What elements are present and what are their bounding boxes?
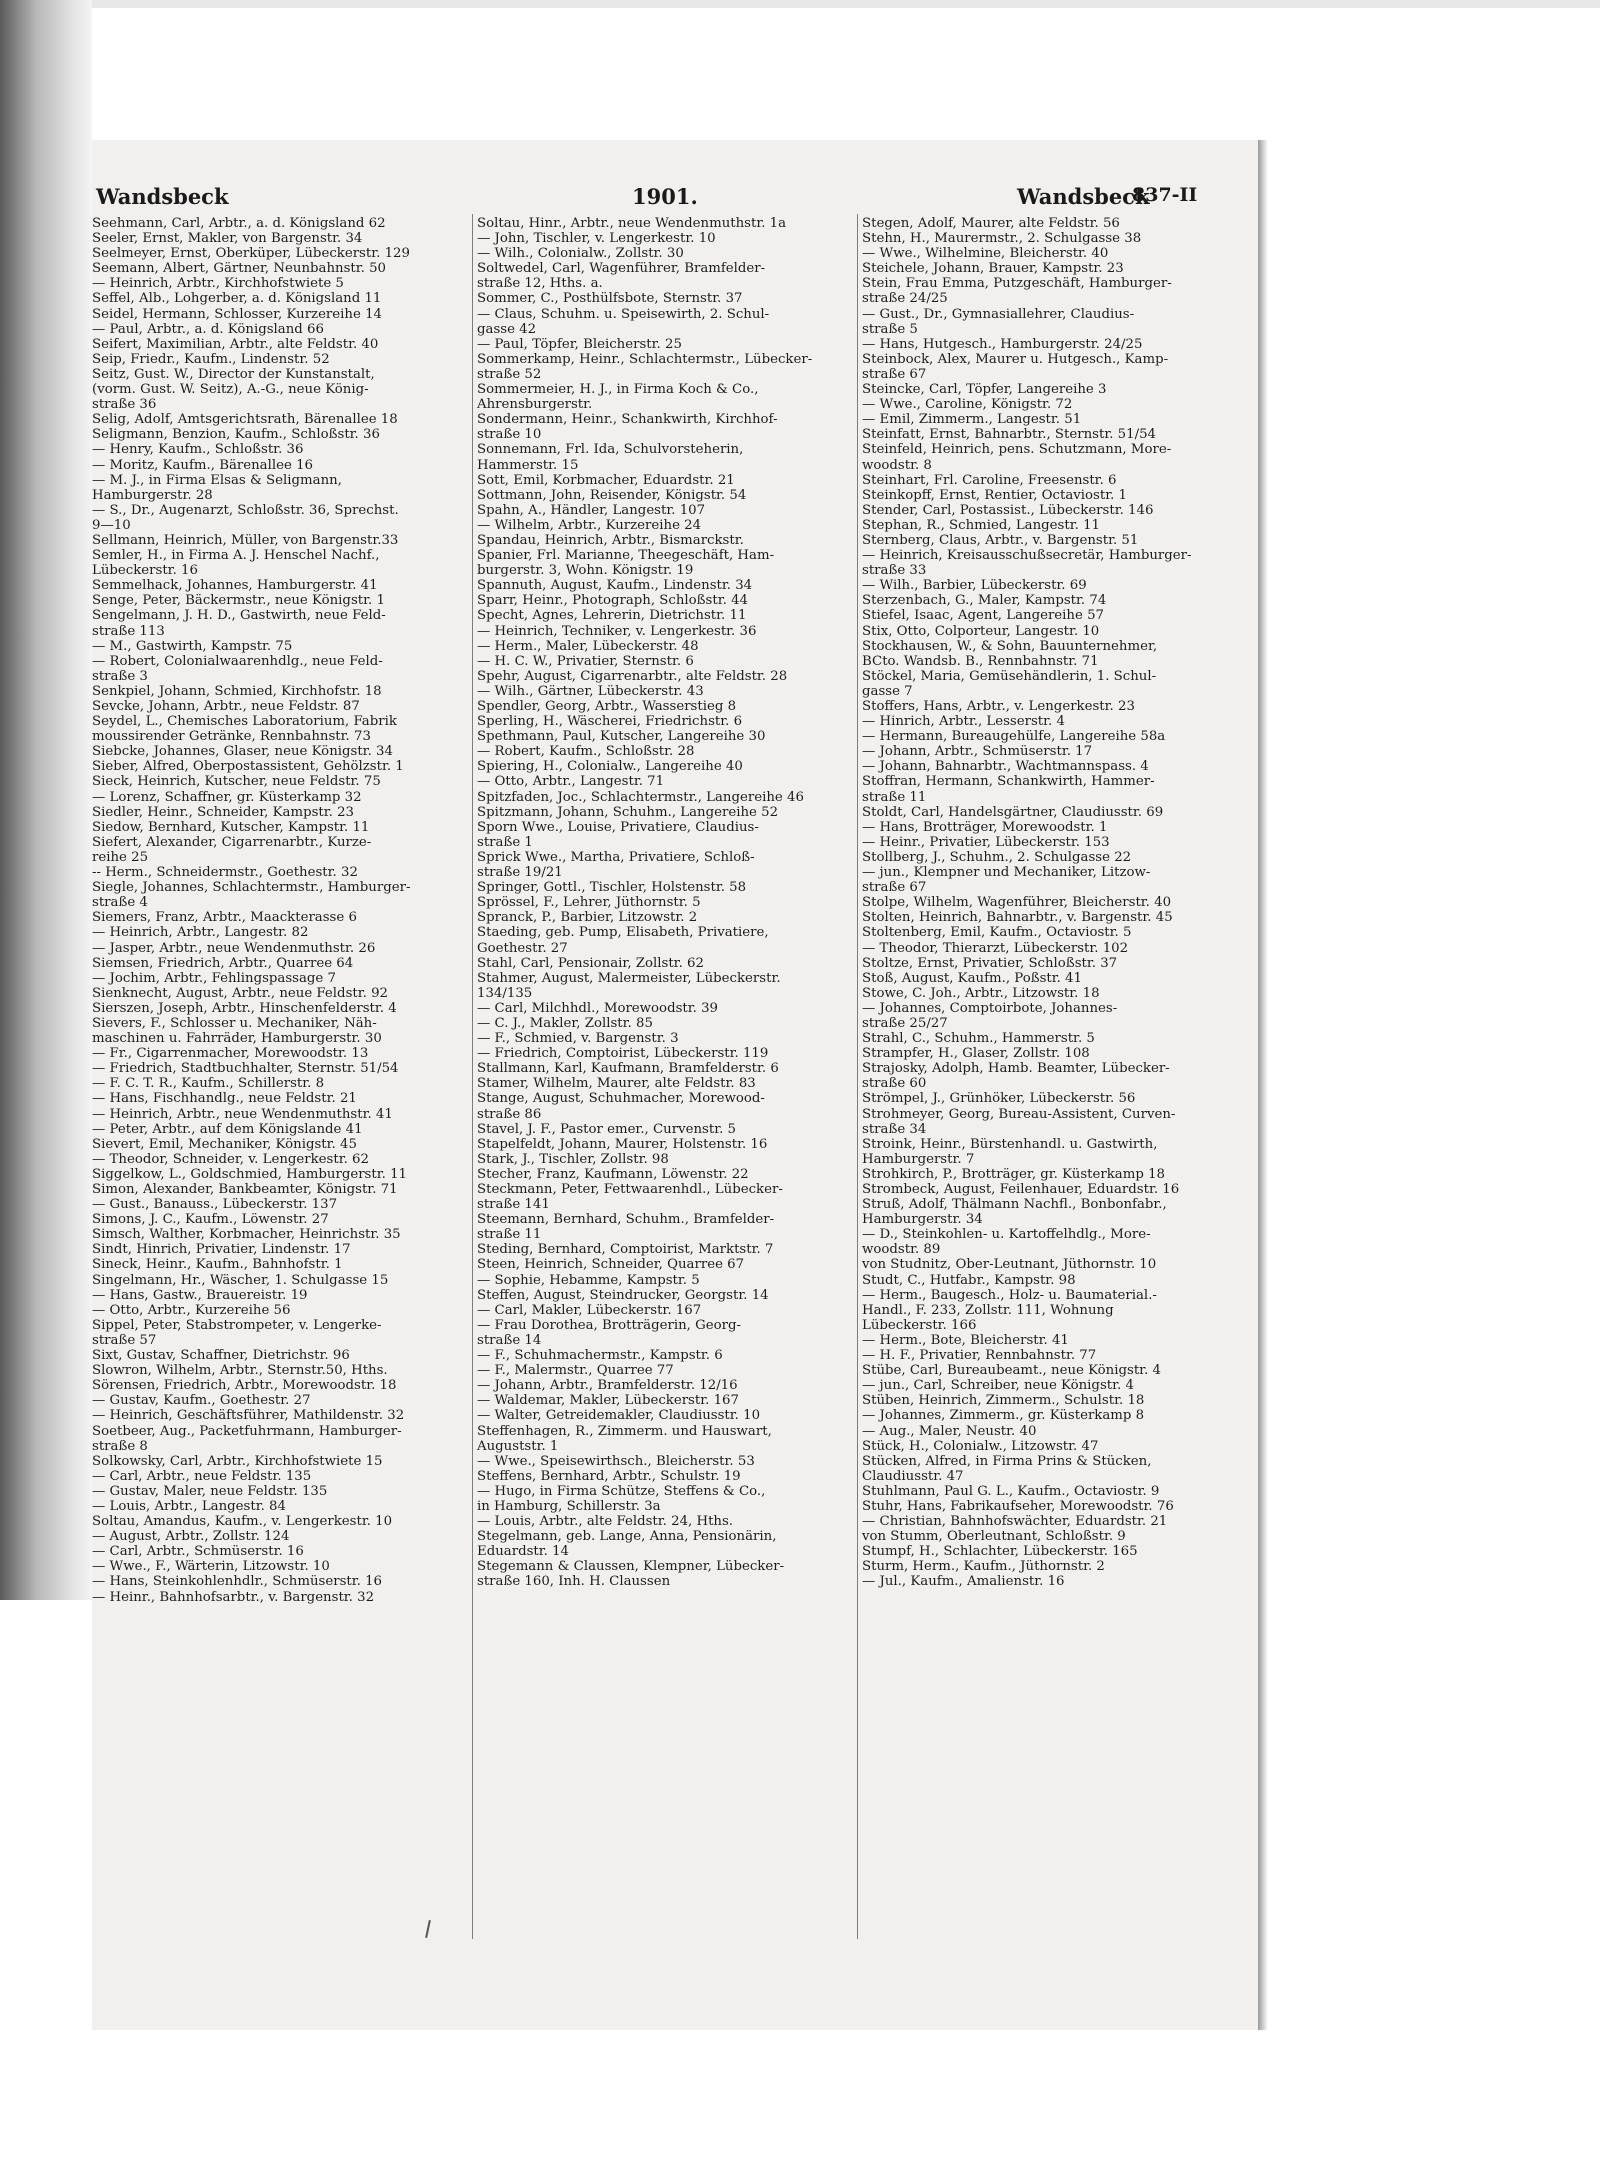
- directory-entry: Seifert, Maximilian, Arbtr., alte Feldstr. 40: [92, 336, 379, 352]
- directory-entry: Siebcke, Johannes, Glaser, neue Königstr. 34: [92, 744, 393, 760]
- directory-entry: Sippel, Peter, Stabstrompeter, v. Lengerke-: [92, 1317, 382, 1333]
- directory-entry: Stowe, C. Joh., Arbtr., Litzowstr. 18: [862, 985, 1100, 1001]
- directory-entry: Sieber, Alfred, Oberpostassistent, Gehölzstr. 1: [92, 759, 404, 775]
- directory-entry: — Wwe., F., Wärterin, Litzowstr. 10: [92, 1559, 330, 1575]
- directory-entry: Lübeckerstr. 166: [862, 1317, 977, 1333]
- directory-entry: moussirender Getränke, Rennbahnstr. 73: [92, 729, 371, 745]
- directory-entry: Strohkirch, P., Brotträger, gr. Küsterkamp 18: [862, 1166, 1165, 1182]
- directory-entry: — Moritz, Kaufm., Bärenallee 16: [92, 457, 313, 473]
- directory-entry: Sonnemann, Frl. Ida, Schulvorsteherin,: [477, 442, 744, 458]
- directory-entry: straße 113: [92, 623, 165, 639]
- directory-entry: — Theodor, Schneider, v. Lengerkestr. 62: [92, 1151, 369, 1167]
- directory-entry: straße 5: [862, 321, 918, 337]
- directory-entry: Siefert, Alexander, Cigarrenarbtr., Kurze-: [92, 834, 372, 850]
- directory-entry: — Claus, Schuhm. u. Speisewirth, 2. Schul-: [477, 306, 770, 322]
- directory-entry: Steincke, Carl, Töpfer, Langereihe 3: [862, 382, 1107, 398]
- directory-entry: Seffel, Alb., Lohgerber, a. d. Königsland 11: [92, 291, 382, 307]
- directory-entry: Seelmeyer, Ernst, Oberküper, Lübeckerstr. 129: [92, 246, 410, 262]
- directory-entry: Staeding, geb. Pump, Elisabeth, Privatiere,: [477, 925, 769, 941]
- directory-entry: Steinfeld, Heinrich, pens. Schutzmann, More-: [862, 442, 1172, 458]
- directory-entry: — Wwe., Wilhelmine, Bleicherstr. 40: [862, 246, 1109, 262]
- directory-entry: Hamburgerstr. 7: [862, 1151, 975, 1167]
- directory-entry: Sineck, Heinr., Kaufm., Bahnhofstr. 1: [92, 1257, 343, 1273]
- directory-entry: Auguststr. 1: [477, 1438, 559, 1454]
- directory-entry: Sierszen, Joseph, Arbtr., Hinschenfelderstr. 4: [92, 1000, 397, 1016]
- directory-entry: straße 14: [477, 1332, 542, 1348]
- directory-entry: von Studnitz, Ober-Leutnant, Jüthornstr. 10: [862, 1257, 1157, 1273]
- directory-entry: Sienknecht, August, Arbtr., neue Feldstr. 92: [92, 985, 389, 1001]
- directory-entry: straße 25/27: [862, 1015, 948, 1031]
- directory-entry: Stoldt, Carl, Handelsgärtner, Claudiusstr. 69: [862, 804, 1164, 820]
- directory-entry: — Herm., Maler, Lübeckerstr. 48: [477, 638, 699, 654]
- directory-entry: Sörensen, Friedrich, Arbtr., Morewoodstr. 18: [92, 1378, 397, 1394]
- directory-entry: Steen, Heinrich, Schneider, Quarree 67: [477, 1257, 745, 1273]
- directory-entry: Stix, Otto, Colporteur, Langestr. 10: [862, 623, 1100, 639]
- directory-entry: Siedow, Bernhard, Kutscher, Kampstr. 11: [92, 819, 370, 835]
- directory-entry: — Robert, Kaufm., Schloßstr. 28: [477, 744, 695, 760]
- directory-entry: Siegle, Johannes, Schlachtermstr., Hamburger-: [92, 880, 411, 896]
- directory-entry: — S., Dr., Augenarzt, Schloßstr. 36, Sprechst.: [92, 502, 399, 518]
- directory-entry: — Herm., Bote, Bleicherstr. 41: [862, 1332, 1069, 1348]
- directory-entry: — Hans, Brotträger, Morewoodstr. 1: [862, 819, 1108, 835]
- directory-entry: Stübe, Carl, Bureaubeamt., neue Königstr. 4: [862, 1363, 1161, 1379]
- directory-entry: Studt, C., Hutfabr., Kampstr. 98: [862, 1272, 1076, 1288]
- directory-entry: Sieck, Heinrich, Kutscher, neue Feldstr. 75: [92, 774, 381, 790]
- directory-entry: reihe 25: [92, 849, 149, 865]
- directory-entry: straße 10: [477, 427, 542, 443]
- directory-entry: Strömpel, J., Grünhöker, Lübeckerstr. 56: [862, 1091, 1136, 1107]
- directory-entry: — Paul, Töpfer, Bleicherstr. 25: [477, 336, 682, 352]
- directory-entry: Springer, Gottl., Tischler, Holstenstr. 58: [477, 880, 747, 896]
- directory-entry: gasse 42: [477, 321, 537, 337]
- directory-entry: straße 11: [862, 789, 927, 805]
- directory-column-2: [477, 216, 855, 1590]
- directory-entry: straße 12, Hths. a.: [477, 276, 603, 292]
- directory-entry: Simons, J. C., Kaufm., Löwenstr. 27: [92, 1212, 329, 1228]
- directory-entry: Selig, Adolf, Amtsgerichtsrath, Bärenallee 18: [92, 412, 398, 428]
- directory-entry: — Gust., Dr., Gymnasiallehrer, Claudius-: [862, 306, 1135, 322]
- directory-entry: Sparr, Heinr., Photograph, Schloßstr. 44: [477, 593, 748, 609]
- directory-entry: Simsch, Walther, Korbmacher, Heinrichstr. 35: [92, 1227, 401, 1243]
- directory-entry: Senge, Peter, Bäckermstr., neue Königstr. 1: [92, 593, 385, 609]
- directory-entry: — Heinrich, Kreisausschußsecretär, Hamburger-: [862, 548, 1192, 564]
- directory-entry: — Hans, Fischhandlg., neue Feldstr. 21: [92, 1091, 357, 1107]
- directory-column-1: [92, 216, 470, 1605]
- directory-entry: burgerstr. 3, Wohn. Königstr. 19: [477, 563, 694, 579]
- directory-entry: Senkpiel, Johann, Schmied, Kirchhofstr. 18: [92, 683, 382, 699]
- directory-entry: Semler, H., in Firma A. J. Henschel Nachf.,: [92, 548, 380, 564]
- directory-entry: (vorm. Gust. W. Seitz), A.-G., neue König-: [92, 382, 369, 398]
- directory-entry: — Hugo, in Firma Schütze, Steffens & Co.,: [477, 1483, 766, 1499]
- directory-entry: — Hinrich, Arbtr., Lesserstr. 4: [862, 714, 1065, 730]
- directory-entry: Seligmann, Benzion, Kaufm., Schloßstr. 36: [92, 427, 380, 443]
- directory-entry: Siemsen, Friedrich, Arbtr., Quarree 64: [92, 955, 354, 971]
- directory-entry: — Hermann, Bureaugehülfe, Langereihe 58a: [862, 729, 1166, 745]
- directory-entry: Siggelkow, L., Goldschmied, Hamburgerstr. 11: [92, 1166, 407, 1182]
- directory-entry: straße 67: [862, 366, 927, 382]
- directory-entry: Steemann, Bernhard, Schuhm., Bramfelder-: [477, 1212, 775, 1228]
- directory-entry: — Carl, Makler, Lübeckerstr. 167: [477, 1302, 702, 1318]
- stray-pen-mark: [425, 1920, 431, 1938]
- directory-entry: Stender, Carl, Postassist., Lübeckerstr. 146: [862, 502, 1154, 518]
- directory-entry: Sellmann, Heinrich, Müller, von Bargenstr.33: [92, 532, 399, 548]
- directory-entry: Spiering, H., Colonialw., Langereihe 40: [477, 759, 743, 775]
- directory-entry: Stück, H., Colonialw., Litzowstr. 47: [862, 1438, 1099, 1454]
- directory-entry: straße 57: [92, 1332, 157, 1348]
- directory-entry: — jun., Carl, Schreiber, neue Königstr. 4: [862, 1378, 1134, 1394]
- directory-entry: Sievers, F., Schlosser u. Mechaniker, Näh-: [92, 1015, 377, 1031]
- directory-entry: Eduardstr. 14: [477, 1544, 570, 1560]
- directory-entry: Seeler, Ernst, Makler, von Bargenstr. 34: [92, 231, 363, 247]
- directory-entry: Spendler, Georg, Arbtr., Wasserstieg 8: [477, 699, 737, 714]
- directory-entry: Steffens, Bernhard, Arbtr., Schulstr. 19: [477, 1468, 741, 1484]
- directory-entry: in Hamburg, Schillerstr. 3a: [477, 1498, 661, 1514]
- directory-entry: — John, Tischler, v. Lengerkestr. 10: [477, 231, 716, 247]
- directory-entry: — Johannes, Zimmerm., gr. Küsterkamp 8: [862, 1408, 1145, 1424]
- directory-entry: — Wilh., Barbier, Lübeckerstr. 69: [862, 578, 1087, 594]
- directory-column-3: [862, 216, 1240, 1590]
- directory-entry: straße 19/21: [477, 865, 563, 881]
- directory-entry: Sommer, C., Posthülfsbote, Sternstr. 37: [477, 291, 743, 307]
- directory-entry: Soetbeer, Aug., Packetfuhrmann, Hamburger-: [92, 1423, 402, 1439]
- header-left-title: Wandsbeck: [96, 184, 229, 209]
- directory-entry: Sprössel, F., Lehrer, Jüthornstr. 5: [477, 895, 701, 911]
- directory-entry: — Sophie, Hebamme, Kampstr. 5: [477, 1272, 700, 1288]
- directory-entry: Stamer, Wilhelm, Maurer, alte Feldstr. 83: [477, 1076, 756, 1092]
- directory-entry: Siemers, Franz, Arbtr., Maackterasse 6: [92, 910, 357, 926]
- directory-entry: — Heinrich, Geschäftsführer, Mathildenstr. 32: [92, 1408, 405, 1424]
- directory-entry: gasse 7: [862, 683, 913, 699]
- directory-entry: Stiefel, Isaac, Agent, Langereihe 57: [862, 608, 1105, 624]
- directory-entry: Spehr, August, Cigarrenarbtr., alte Feldstr. 28: [477, 668, 788, 684]
- directory-entry: Specht, Agnes, Lehrerin, Dietrichstr. 11: [477, 608, 747, 624]
- directory-entry: Stroink, Heinr., Bürstenhandl. u. Gastwirth,: [862, 1136, 1158, 1152]
- directory-entry: — Johann, Bahnarbtr., Wachtmannspass. 4: [862, 759, 1149, 775]
- directory-entry: — Jul., Kaufm., Amalienstr. 16: [862, 1574, 1065, 1590]
- directory-entry: Solkowsky, Carl, Arbtr., Kirchhofstwiete 15: [92, 1453, 383, 1469]
- directory-entry: — Heinr., Privatier, Lübeckerstr. 153: [862, 834, 1110, 850]
- directory-entry: Spanier, Frl. Marianne, Theegeschäft, Ham-: [477, 548, 775, 564]
- directory-entry: — Johann, Arbtr., Bramfelderstr. 12/16: [477, 1378, 738, 1394]
- directory-entry: Soltau, Amandus, Kaufm., v. Lengerkestr. 10: [92, 1514, 393, 1530]
- directory-entry: straße 1: [477, 834, 533, 850]
- page-header: [92, 184, 1262, 214]
- directory-entry: — Wilhelm, Arbtr., Kurzereihe 24: [477, 517, 702, 533]
- directory-entry: — Herm., Baugesch., Holz- u. Baumaterial.-: [862, 1287, 1157, 1303]
- directory-entry: Sevcke, Johann, Arbtr., neue Feldstr. 87: [92, 699, 360, 714]
- directory-entry: Steffen, August, Steindrucker, Georgstr. 14: [477, 1287, 769, 1303]
- directory-entry: Steckmann, Peter, Fettwaarenhdl., Lübecker-: [477, 1182, 783, 1197]
- directory-page: [92, 140, 1262, 2030]
- directory-entry: — Henry, Kaufm., Schloßstr. 36: [92, 442, 304, 458]
- directory-entry: Seehmann, Carl, Arbtr., a. d. Königsland 62: [92, 216, 386, 231]
- header-page-number: 837-II: [1132, 184, 1198, 206]
- directory-entry: — Otto, Arbtr., Langestr. 71: [477, 774, 665, 790]
- directory-entry: — Wilh., Colonialw., Zollstr. 30: [477, 246, 684, 262]
- directory-entry: Seydel, L., Chemisches Laboratorium, Fabrik: [92, 714, 397, 730]
- directory-entry: Stehn, H., Maurermstr., 2. Schulgasse 38: [862, 231, 1142, 247]
- directory-entry: Claudiusstr. 47: [862, 1468, 964, 1484]
- scan-top-edge: [0, 0, 1600, 8]
- directory-entry: — Johann, Arbtr., Schmüserstr. 17: [862, 744, 1093, 760]
- directory-entry: Sternberg, Claus, Arbtr., v. Bargenstr. 51: [862, 532, 1139, 548]
- directory-entry: Lübeckerstr. 16: [92, 563, 198, 579]
- directory-entry: — Emil, Zimmerm., Langestr. 51: [862, 412, 1082, 428]
- directory-entry: — D., Steinkohlen- u. Kartoffelhdlg., More-: [862, 1227, 1151, 1243]
- directory-entry: straße 160, Inh. H. Claussen: [477, 1574, 671, 1590]
- directory-entry: straße 34: [862, 1121, 927, 1137]
- directory-entry: Sottmann, John, Reisender, Königstr. 54: [477, 487, 747, 503]
- directory-entry: Seip, Friedr., Kaufm., Lindenstr. 52: [92, 351, 330, 367]
- directory-entry: — Gustav, Maler, neue Feldstr. 135: [92, 1483, 328, 1499]
- directory-entry: — August, Arbtr., Zollstr. 124: [92, 1529, 290, 1545]
- directory-entry: — Heinrich, Arbtr., Langestr. 82: [92, 925, 309, 941]
- directory-entry: von Stumm, Oberleutnant, Schloßstr. 9: [862, 1529, 1126, 1545]
- directory-entry: — Hans, Steinkohlenhdlr., Schmüserstr. 16: [92, 1574, 383, 1590]
- directory-entry: — Otto, Arbtr., Kurzereihe 56: [92, 1302, 291, 1318]
- directory-entry: — Aug., Maler, Neustr. 40: [862, 1423, 1037, 1439]
- directory-entry: — Johannes, Comptoirbote, Johannes-: [862, 1000, 1118, 1016]
- directory-entry: Stephan, R., Schmied, Langestr. 11: [862, 517, 1100, 533]
- directory-entry: Hamburgerstr. 34: [862, 1212, 983, 1228]
- directory-entry: — Hans, Hutgesch., Hamburgerstr. 24/25: [862, 336, 1143, 352]
- directory-entry: Sott, Emil, Korbmacher, Eduardstr. 21: [477, 472, 735, 488]
- directory-entry: — Louis, Arbtr., alte Feldstr. 24, Hths.: [477, 1514, 734, 1530]
- directory-entry: Stoffran, Hermann, Schankwirth, Hammer-: [862, 774, 1155, 790]
- directory-entry: Stegemann & Claussen, Klempner, Lübecker-: [477, 1559, 785, 1575]
- directory-entry: — Heinrich, Techniker, v. Lengerkestr. 36: [477, 623, 757, 639]
- directory-entry: Strajosky, Adolph, Hamb. Beamter, Lübecker-: [862, 1061, 1170, 1077]
- directory-entry: — M., Gastwirth, Kampstr. 75: [92, 638, 293, 654]
- directory-entry: Stoß, August, Kaufm., Poßstr. 41: [862, 970, 1083, 986]
- directory-entry: straße 86: [477, 1106, 542, 1122]
- directory-entry: — Wilh., Gärtner, Lübeckerstr. 43: [477, 683, 704, 699]
- directory-entry: Stahmer, August, Malermeister, Lübeckerstr.: [477, 970, 781, 986]
- directory-entry: Stahl, Carl, Pensionair, Zollstr. 62: [477, 955, 704, 971]
- directory-entry: Steichele, Johann, Brauer, Kampstr. 23: [862, 261, 1124, 277]
- directory-entry: Sprick Wwe., Martha, Privatiere, Schloß-: [477, 849, 755, 865]
- directory-entry: — Peter, Arbtr., auf dem Königslande 41: [92, 1121, 363, 1137]
- directory-entry: Handl., F. 233, Zollstr. 111, Wohnung: [862, 1302, 1114, 1318]
- directory-entry: Hamburgerstr. 28: [92, 487, 213, 503]
- directory-entry: Struß, Adolf, Thälmann Nachfl., Bonbonfabr.,: [862, 1197, 1167, 1213]
- directory-entry: Stockhausen, W., & Sohn, Bauunternehmer,: [862, 638, 1158, 654]
- directory-entry: — Carl, Arbtr., Schmüserstr. 16: [92, 1544, 304, 1560]
- directory-entry: Stavel, J. F., Pastor emer., Curvenstr. 5: [477, 1121, 737, 1137]
- directory-entry: Hammerstr. 15: [477, 457, 579, 473]
- directory-entry: Singelmann, Hr., Wäscher, 1. Schulgasse 15: [92, 1272, 389, 1288]
- directory-entry: Spranck, P., Barbier, Litzowstr. 2: [477, 910, 698, 926]
- directory-entry: Spitzmann, Johann, Schuhm., Langereihe 52: [477, 804, 779, 820]
- directory-entry: — jun., Klempner und Mechaniker, Litzow-: [862, 865, 1151, 881]
- directory-entry: Seemann, Albert, Gärtner, Neunbahnstr. 50: [92, 261, 387, 277]
- directory-entry: Steffenhagen, R., Zimmerm. und Hauswart,: [477, 1423, 772, 1439]
- directory-entry: Sporn Wwe., Louise, Privatiere, Claudius-: [477, 819, 759, 835]
- directory-entry: 134/135: [477, 985, 533, 1001]
- directory-entry: — F. C. T. R., Kaufm., Schillerstr. 8: [92, 1076, 325, 1092]
- directory-entry: — H. F., Privatier, Rennbahnstr. 77: [862, 1348, 1097, 1364]
- directory-entry: — Heinrich, Arbtr., neue Wendenmuthstr. 41: [92, 1106, 393, 1122]
- directory-entry: Soltwedel, Carl, Wagenführer, Bramfelder-: [477, 261, 766, 277]
- directory-entry: Stapelfeldt, Johann, Maurer, Holstenstr. 16: [477, 1136, 768, 1152]
- directory-entry: Sommermeier, H. J., in Firma Koch & Co.,: [477, 382, 759, 398]
- directory-entry: straße 60: [862, 1076, 927, 1092]
- directory-entry: — Carl, Arbtr., neue Feldstr. 135: [92, 1468, 312, 1484]
- directory-entry: Stein, Frau Emma, Putzgeschäft, Hamburger-: [862, 276, 1172, 292]
- header-right-title: Wandsbeck: [1017, 184, 1150, 209]
- directory-entry: Sommerkamp, Heinr., Schlachtermstr., Lübecker-: [477, 351, 813, 367]
- column-divider-1: [472, 214, 473, 1939]
- directory-entry: Strahl, C., Schuhm., Hammerstr. 5: [862, 1031, 1095, 1047]
- directory-entry: straße 141: [477, 1197, 550, 1213]
- directory-entry: Spahn, A., Händler, Langestr. 107: [477, 502, 706, 518]
- directory-entry: Stoltze, Ernst, Privatier, Schloßstr. 37: [862, 955, 1118, 971]
- directory-entry: — H. C. W., Privatier, Sternstr. 6: [477, 653, 694, 669]
- directory-entry: — Jasper, Arbtr., neue Wendenmuthstr. 26: [92, 940, 376, 956]
- directory-entry: Sturm, Herm., Kaufm., Jüthornstr. 2: [862, 1559, 1105, 1575]
- directory-entry: Stoffers, Hans, Arbtr., v. Lengerkestr. 23: [862, 699, 1135, 714]
- directory-entry: Spethmann, Paul, Kutscher, Langereihe 30: [477, 729, 766, 745]
- directory-entry: — Lorenz, Schaffner, gr. Küsterkamp 32: [92, 789, 362, 805]
- directory-entry: — Fr., Cigarrenmacher, Morewoodstr. 13: [92, 1046, 369, 1062]
- directory-entry: Soltau, Hinr., Arbtr., neue Wendenmuthstr. 1a: [477, 216, 787, 231]
- directory-entry: — Carl, Milchhdl., Morewoodstr. 39: [477, 1000, 719, 1016]
- directory-entry: — Louis, Arbtr., Langestr. 84: [92, 1498, 286, 1514]
- directory-entry: Steinhart, Frl. Caroline, Freesenstr. 6: [862, 472, 1117, 488]
- directory-entry: straße 8: [92, 1438, 148, 1454]
- directory-entry: Stolpe, Wilhelm, Wagenführer, Bleicherstr. 40: [862, 895, 1172, 911]
- directory-entry: — Robert, Colonialwaarenhdlg., neue Feld-: [92, 653, 383, 669]
- directory-entry: Stücken, Alfred, in Firma Prins & Stücken,: [862, 1453, 1152, 1469]
- directory-entry: — Friedrich, Comptoirist, Lübeckerstr. 119: [477, 1046, 769, 1062]
- scan-binding-shadow: [0, 0, 92, 1600]
- column-divider-2: [857, 214, 858, 1939]
- directory-entry: — M. J., in Firma Elsas & Seligmann,: [92, 472, 342, 488]
- directory-entry: Steinbock, Alex, Maurer u. Hutgesch., Kamp-: [862, 351, 1169, 367]
- directory-entry: Stallmann, Karl, Kaufmann, Bramfelderstr. 6: [477, 1061, 779, 1077]
- directory-entry: Siedler, Heinr., Schneider, Kampstr. 23: [92, 804, 355, 820]
- directory-entry: — Jochim, Arbtr., Fehlingspassage 7: [92, 970, 336, 986]
- directory-entry: Strombeck, August, Feilenhauer, Eduardstr. 16: [862, 1182, 1180, 1197]
- directory-entry: Stumpf, H., Schlachter, Lübeckerstr. 165: [862, 1544, 1138, 1560]
- directory-entry: Slowron, Wilhelm, Arbtr., Sternstr.50, Hths.: [92, 1363, 388, 1379]
- directory-entry: Stüben, Heinrich, Zimmerm., Schulstr. 18: [862, 1393, 1145, 1409]
- directory-entry: woodstr. 89: [862, 1242, 941, 1258]
- directory-entry: maschinen u. Fahrräder, Hamburgerstr. 30: [92, 1031, 382, 1047]
- directory-entry: Steinfatt, Ernst, Bahnarbtr., Sternstr. 51/54: [862, 427, 1156, 443]
- directory-entry: — Christian, Bahnhofswächter, Eduardstr. 21: [862, 1514, 1168, 1530]
- directory-entry: Stegelmann, geb. Lange, Anna, Pensionärin,: [477, 1529, 777, 1545]
- page-right-shadow: [1258, 140, 1268, 2030]
- directory-entry: — Friedrich, Stadtbuchhalter, Sternstr. 51/54: [92, 1061, 399, 1077]
- directory-entry: -- Herm., Schneidermstr., Goethestr. 32: [92, 865, 358, 881]
- directory-entry: — Heinrich, Arbtr., Kirchhofstwiete 5: [92, 276, 344, 292]
- header-year: 1901.: [632, 184, 698, 209]
- directory-entry: Sterzenbach, G., Maler, Kampstr. 74: [862, 593, 1107, 609]
- directory-entry: Sindt, Hinrich, Privatier, Lindenstr. 17: [92, 1242, 351, 1258]
- directory-entry: Ahrensburgerstr.: [477, 397, 593, 413]
- directory-entry: — Hans, Gastw., Brauereistr. 19: [92, 1287, 308, 1303]
- directory-entry: — Waldemar, Makler, Lübeckerstr. 167: [477, 1393, 739, 1409]
- directory-entry: Spandau, Heinrich, Arbtr., Bismarckstr.: [477, 532, 744, 548]
- directory-entry: straße 24/25: [862, 291, 948, 307]
- directory-entry: — F., Schmied, v. Bargenstr. 3: [477, 1031, 679, 1047]
- directory-entry: Sengelmann, J. H. D., Gastwirth, neue Feld-: [92, 608, 386, 624]
- directory-entry: — C. J., Makler, Zollstr. 85: [477, 1015, 653, 1031]
- directory-entry: Strampfer, H., Glaser, Zollstr. 108: [862, 1046, 1090, 1062]
- directory-entry: — F., Malermstr., Quarree 77: [477, 1363, 674, 1379]
- directory-entry: Simon, Alexander, Bankbeamter, Königstr. 71: [92, 1182, 398, 1197]
- directory-entry: Stollberg, J., Schuhm., 2. Schulgasse 22: [862, 849, 1132, 865]
- directory-entry: Semmelhack, Johannes, Hamburgerstr. 41: [92, 578, 378, 594]
- directory-entry: Sperling, H., Wäscherei, Friedrichstr. 6: [477, 714, 743, 730]
- directory-entry: Sondermann, Heinr., Schankwirth, Kirchhof-: [477, 412, 778, 428]
- directory-entry: Stecher, Franz, Kaufmann, Löwenstr. 22: [477, 1166, 749, 1182]
- directory-entry: — Frau Dorothea, Brotträgerin, Georg-: [477, 1317, 741, 1333]
- directory-entry: Stöckel, Maria, Gemüsehändlerin, 1. Schul-: [862, 668, 1157, 684]
- directory-entry: Stuhlmann, Paul G. L., Kaufm., Octaviostr. 9: [862, 1483, 1160, 1499]
- directory-entry: Seidel, Hermann, Schlosser, Kurzereihe 14: [92, 306, 382, 322]
- directory-entry: Stegen, Adolf, Maurer, alte Feldstr. 56: [862, 216, 1120, 231]
- directory-entry: straße 3: [92, 668, 148, 684]
- directory-entry: Steding, Bernhard, Comptoirist, Marktstr. 7: [477, 1242, 774, 1258]
- directory-entry: straße 11: [477, 1227, 542, 1243]
- directory-entry: straße 36: [92, 397, 157, 413]
- directory-entry: — Gust., Banauss., Lübeckerstr. 137: [92, 1197, 338, 1213]
- directory-entry: Goethestr. 27: [477, 940, 568, 956]
- directory-entry: — Theodor, Thierarzt, Lübeckerstr. 102: [862, 940, 1129, 956]
- directory-entry: — Heinr., Bahnhofsarbtr., v. Bargenstr. 32: [92, 1589, 375, 1605]
- directory-entry: woodstr. 8: [862, 457, 932, 473]
- directory-entry: — Wwe., Caroline, Königstr. 72: [862, 397, 1073, 413]
- directory-entry: 9—10: [92, 517, 131, 533]
- directory-entry: Spannuth, August, Kaufm., Lindenstr. 34: [477, 578, 753, 594]
- directory-entry: straße 67: [862, 880, 927, 896]
- directory-entry: Steinkopff, Ernst, Rentier, Octaviostr. 1: [862, 487, 1128, 503]
- directory-entry: Seitz, Gust. W., Director der Kunstanstalt,: [92, 366, 375, 382]
- directory-entry: — F., Schuhmachermstr., Kampstr. 6: [477, 1348, 723, 1364]
- directory-entry: Stange, August, Schuhmacher, Morewood-: [477, 1091, 765, 1107]
- directory-entry: — Walter, Getreidemakler, Claudiusstr. 10: [477, 1408, 761, 1424]
- directory-entry: Strohmeyer, Georg, Bureau-Assistent, Curven-: [862, 1106, 1176, 1122]
- directory-entry: straße 52: [477, 366, 542, 382]
- directory-entry: Stark, J., Tischler, Zollstr. 98: [477, 1151, 669, 1167]
- directory-entry: Stuhr, Hans, Fabrikaufseher, Morewoodstr. 76: [862, 1498, 1174, 1514]
- directory-entry: Stoltenberg, Emil, Kaufm., Octaviostr. 5: [862, 925, 1132, 941]
- directory-entry: Stolten, Heinrich, Bahnarbtr., v. Bargenstr. 45: [862, 910, 1173, 926]
- directory-entry: straße 33: [862, 563, 927, 579]
- directory-entry: straße 4: [92, 895, 148, 911]
- directory-entry: Sixt, Gustav, Schaffner, Dietrichstr. 96: [92, 1348, 350, 1364]
- directory-entry: — Wwe., Speisewirthsch., Bleicherstr. 53: [477, 1453, 755, 1469]
- directory-entry: BCto. Wandsb. B., Rennbahnstr. 71: [862, 653, 1099, 669]
- directory-entry: Sievert, Emil, Mechaniker, Königstr. 45: [92, 1136, 357, 1152]
- directory-entry: Spitzfaden, Joc., Schlachtermstr., Langereihe 46: [477, 789, 804, 805]
- directory-entry: — Paul, Arbtr., a. d. Königsland 66: [92, 321, 324, 337]
- directory-entry: — Gustav, Kaufm., Goethestr. 27: [92, 1393, 311, 1409]
